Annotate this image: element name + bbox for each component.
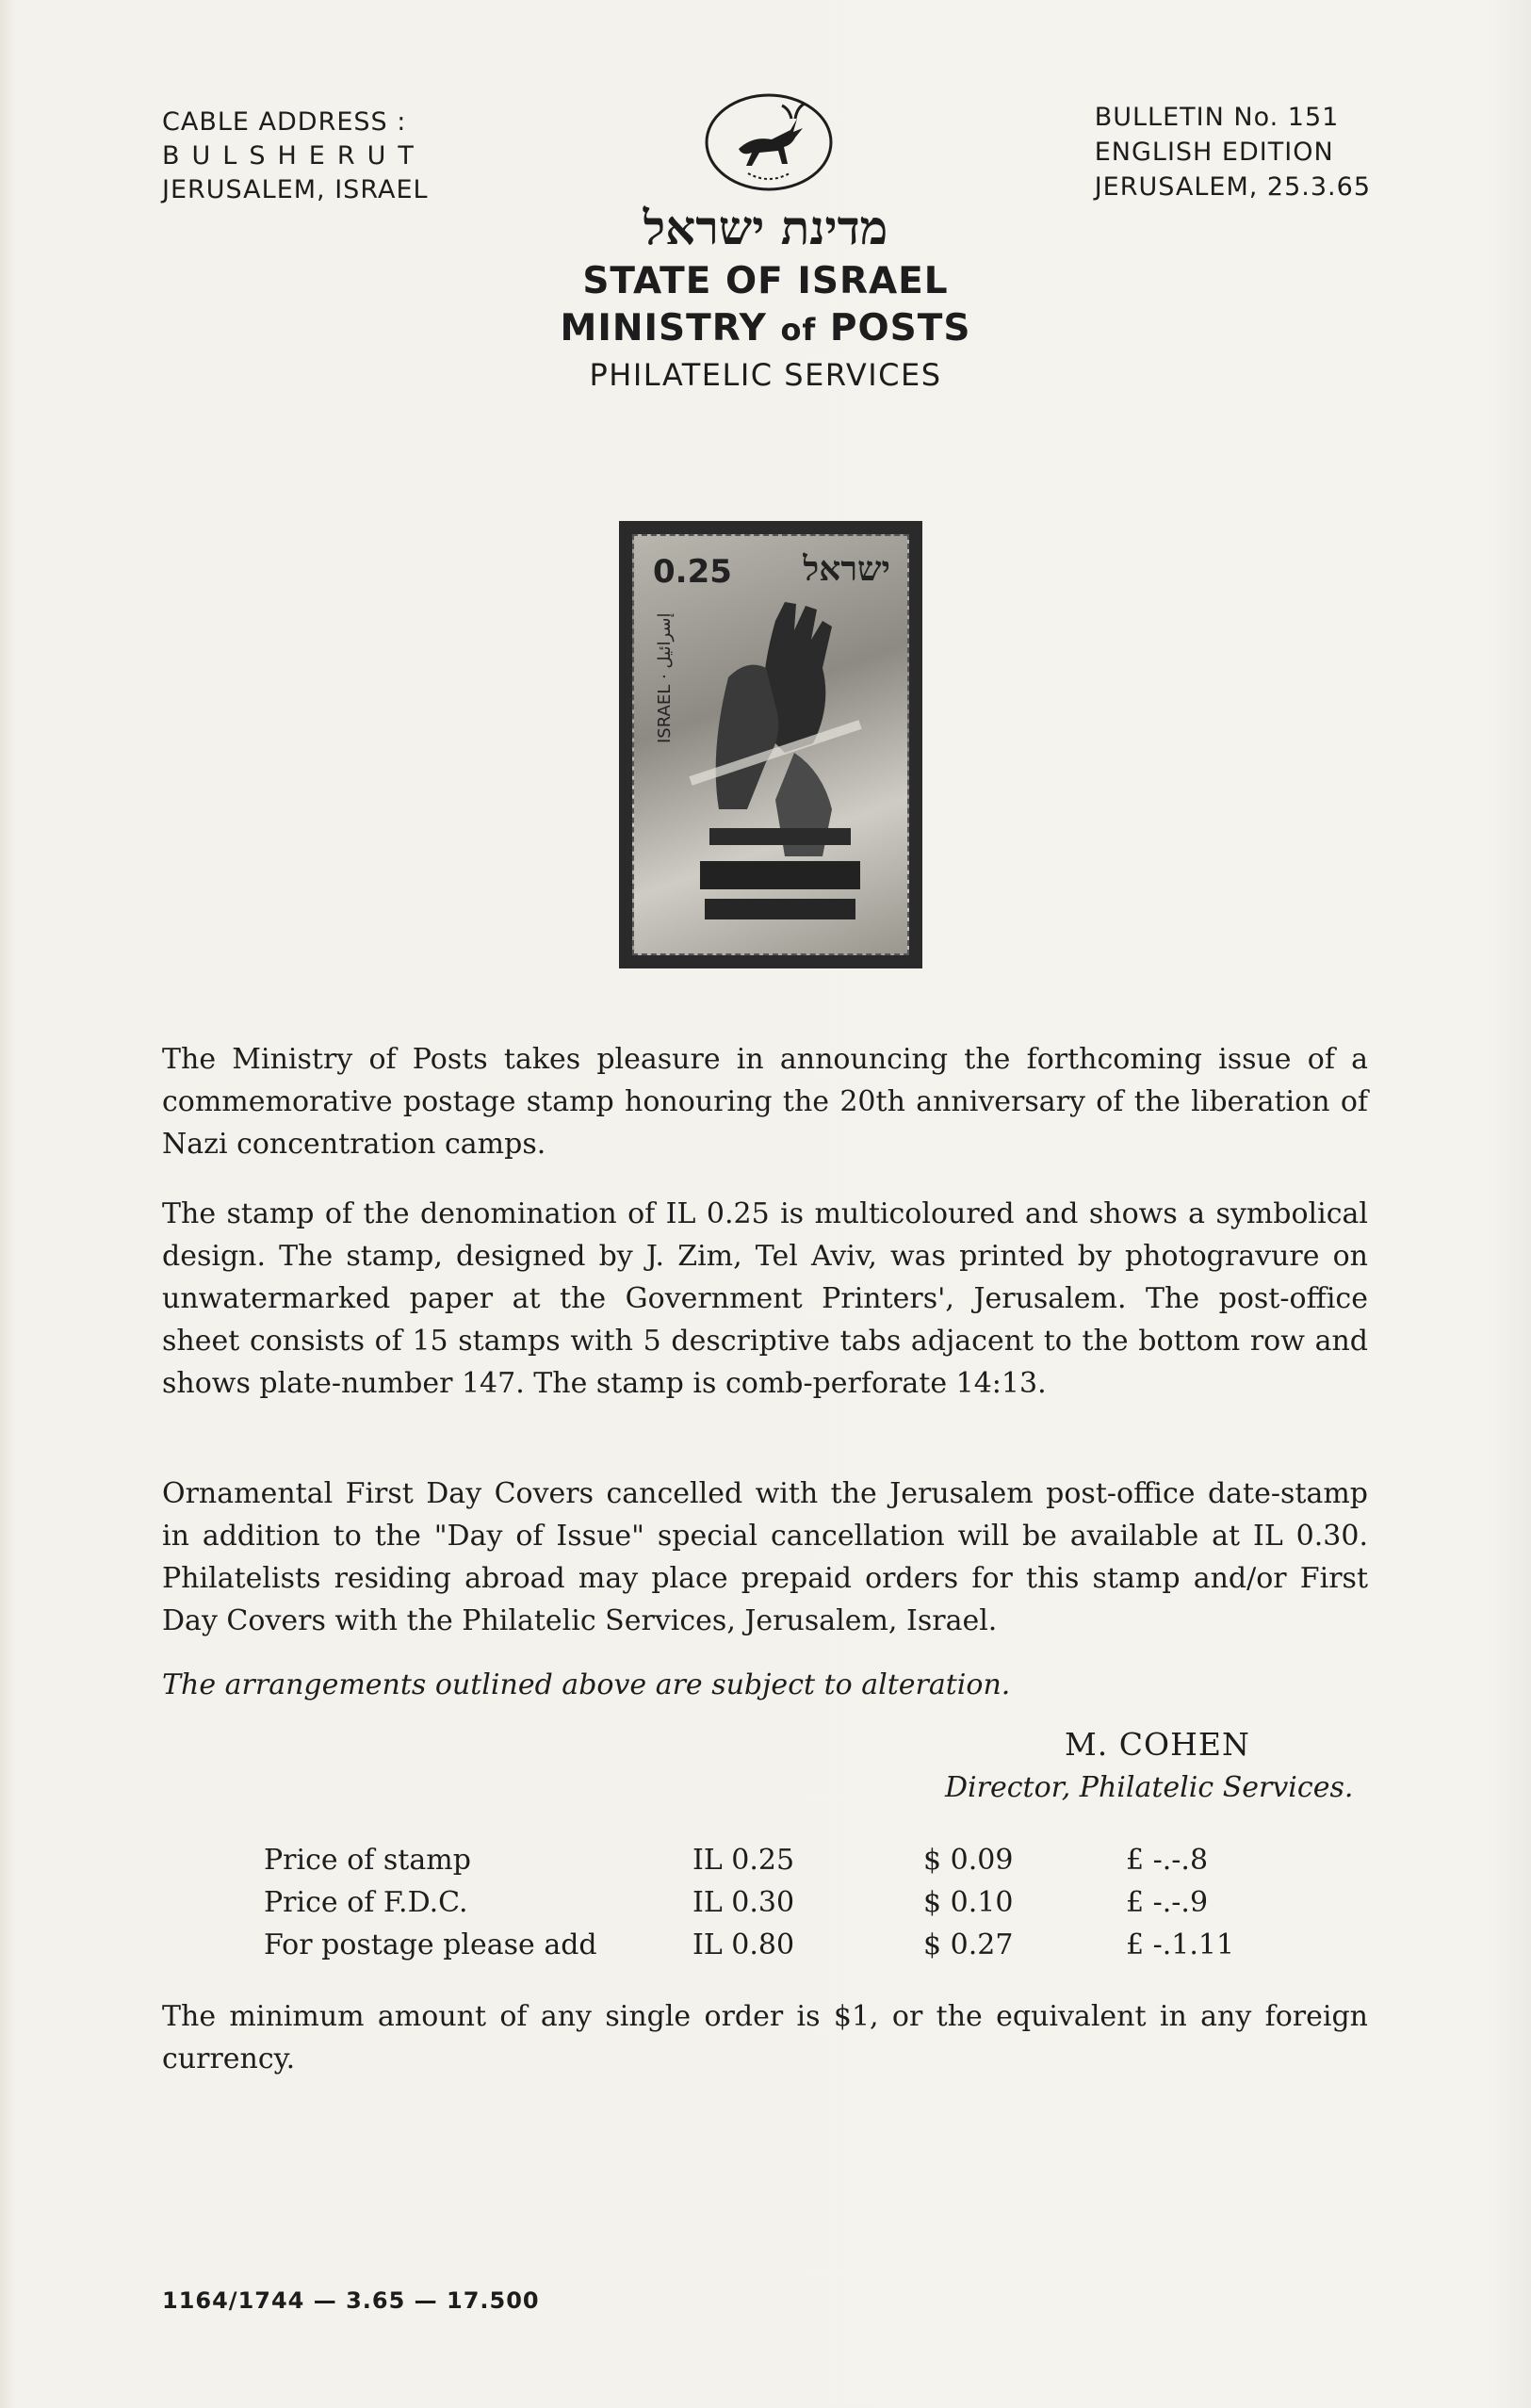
print-code: 1164/1744 — 3.65 — 17.500 — [162, 2287, 540, 2314]
letterhead-title — [471, 200, 1060, 397]
ministry-title — [471, 305, 1060, 353]
ministry-of: of — [780, 312, 817, 348]
ministry-prefix: MINISTRY — [560, 307, 781, 350]
raised-fists-illustration — [672, 593, 879, 951]
bulletin-info-block — [1095, 100, 1371, 204]
price-gbp: £ -.-.8 — [1126, 1844, 1209, 1877]
stamp-face — [632, 534, 909, 955]
signatory-title: Director, Philatelic Services. — [945, 1771, 1354, 1804]
stamp-denomination: 0.25 — [653, 553, 732, 591]
bulletin-place-date: JERUSALEM, 25.3.65 — [1094, 172, 1371, 202]
paragraph-announcement: The Ministry of Posts takes pleasure in announcing the forthcoming issue of a commemorative postage stamp honouring the 20th anniversary of the liberation of Nazi concentration camps. — [162, 1043, 1368, 1161]
price-table — [264, 1839, 1314, 1966]
price-il: IL 0.25 — [692, 1844, 795, 1877]
price-label: Price of stamp — [264, 1844, 471, 1877]
stamp-side-text: ISRAEL · إسرائيل — [655, 612, 675, 743]
price-usd: $ 0.09 — [923, 1844, 1014, 1877]
price-il: IL 0.30 — [692, 1886, 795, 1919]
ministry-suffix: POSTS — [816, 307, 971, 350]
cable-code: BULSHERUT — [162, 141, 426, 171]
deer-emblem-icon — [701, 90, 837, 194]
hebrew-title: מדינת ישראל — [643, 200, 888, 255]
paragraph-stamp-details: The stamp of the denomination of IL 0.25 is multicoloured and shows a symbolical design. The stamp, designed by J. Zim, Tel Aviv, was printed by photogravure on unwatermarked paper at the Government Printers', Jerusalem. The post-office sheet consists of 15 stamps with 5 descriptive tabs adjacent to the bottom row and shows plate-number 147. The stamp is comb-perforate 14:13. — [162, 1197, 1368, 1400]
price-gbp: £ -.-.9 — [1126, 1886, 1209, 1919]
price-usd: $ 0.27 — [923, 1928, 1014, 1961]
price-label: For postage please add — [264, 1928, 597, 1961]
state-title: STATE OF ISRAEL — [582, 260, 949, 302]
services-title: PHILATELIC SERVICES — [589, 357, 942, 393]
cable-city: JERUSALEM, ISRAEL — [162, 175, 429, 204]
table-row — [264, 1924, 1314, 1966]
table-row — [264, 1881, 1314, 1924]
stamp-hebrew-text: ישראל — [803, 549, 890, 589]
cable-address-label: CABLE ADDRESS : — [162, 107, 407, 137]
stamp-image — [619, 521, 922, 968]
price-gbp: £ -.1.11 — [1126, 1928, 1235, 1961]
table-row — [264, 1839, 1314, 1881]
price-il: IL 0.80 — [692, 1928, 795, 1961]
paragraph-minimum-order: The minimum amount of any single order is $1, or the equivalent in any foreign currency. — [162, 2000, 1368, 2075]
signatory-name: M. COHEN — [1065, 1726, 1250, 1763]
bulletin-number: BULLETIN No. 151 — [1094, 103, 1340, 132]
cable-address-block — [162, 106, 429, 207]
price-label: Price of F.D.C. — [264, 1886, 468, 1919]
paragraph-first-day-covers: Ornamental First Day Covers cancelled with the Jerusalem post-office date-stamp in addition to the "Day of Issue" special cancellation will be available at IL 0.30. Philatelists residing abroad may place prepaid orders for this stamp and/or First Day Covers with the Philatelic Services, Jerusalem, Israel. — [162, 1477, 1368, 1637]
paragraph-alteration-note: The arrangements outlined above are subject to alteration. — [162, 1668, 1011, 1701]
price-usd: $ 0.10 — [923, 1886, 1014, 1919]
bulletin-edition: ENGLISH EDITION — [1094, 138, 1334, 167]
